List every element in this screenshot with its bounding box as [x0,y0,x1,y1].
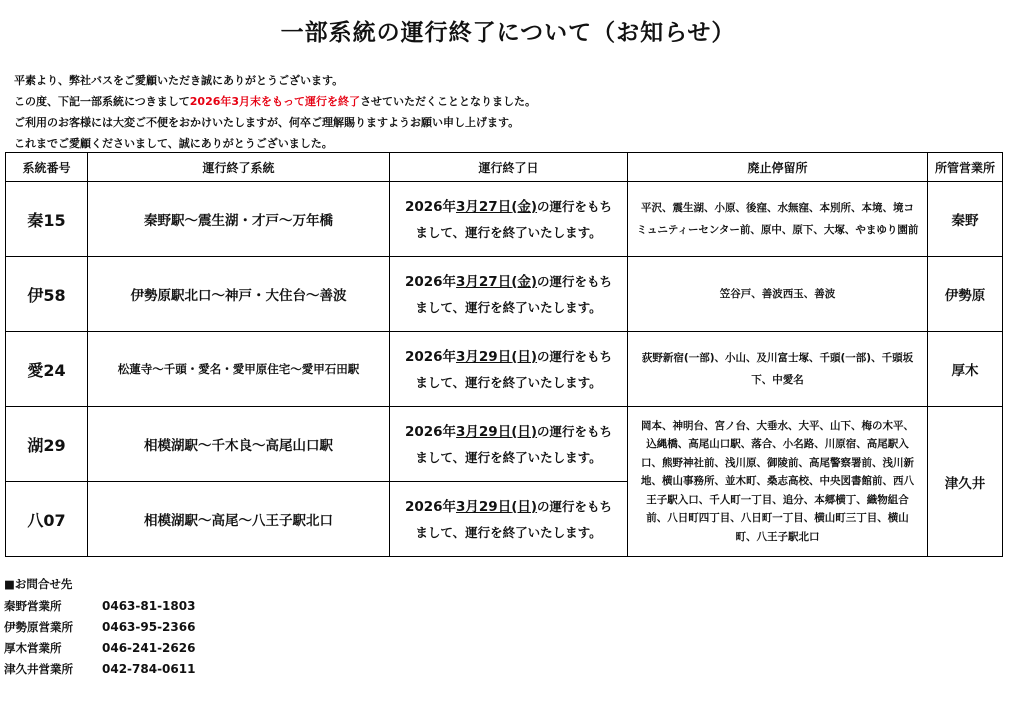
intro-line-2-highlight: 2026年3月末をもって運行を終了 [189,95,361,108]
intro-line-2-pre: この度、下記一部系統につきまして [14,95,190,108]
end-date-text: 2026年3月29日(日)の運行をもち まして、運行を終了いたします。 [390,332,628,407]
route-number: 愛24 [6,332,88,407]
contact-row [4,617,195,638]
table-row [6,407,1003,482]
route-number: 八07 [6,482,88,557]
table-row [6,332,1003,407]
end-date-text: 2026年3月29日(日)の運行をもち まして、運行を終了いたします。 [390,407,628,482]
abolished-stops: 荻野新宿(一部)、小山、及川富士塚、千頭(一部)、千頭坂下、中愛名 [628,332,928,407]
office-name-merged: 津久井 [928,407,1003,557]
contact-phone: 042-784-0611 [102,662,196,676]
header-end-date: 運行終了日 [390,153,628,182]
contact-office: 厚木営業所 [4,641,62,655]
table-header-row [6,153,1003,182]
contact-row [4,638,195,659]
header-office: 所管営業所 [928,153,1003,182]
contact-row [4,596,195,617]
office-name: 秦野 [928,182,1003,257]
end-date-text: 2026年3月29日(日)の運行をもち まして、運行を終了いたします。 [390,482,628,557]
contact-office: 津久井営業所 [4,662,73,676]
route-number: 伊58 [6,257,88,332]
contact-phone: 0463-95-2366 [102,620,196,634]
table-row [6,257,1003,332]
route-number: 秦15 [6,182,88,257]
route-name: 伊勢原駅北口～神戸・大住台～善波 [88,257,390,332]
route-number: 湖29 [6,407,88,482]
office-name: 伊勢原 [928,257,1003,332]
intro-text [14,70,536,154]
contact-row [4,659,195,680]
route-table [5,152,1003,557]
route-name: 松蓮寺～千頭・愛名・愛甲原住宅～愛甲石田駅 [88,332,390,407]
page-title: 一部系統の運行終了について（お知らせ） [280,20,736,46]
intro-line-2-post: させていただくこととなりました。 [360,95,537,108]
abolished-stops: 笠谷戸、善波西玉、善波 [628,257,928,332]
contact-office: 秦野営業所 [4,599,62,613]
header-route-number: 系統番号 [6,153,88,182]
intro-line-2 [14,91,536,112]
contact-header: ■お問合せ先 [4,577,73,591]
intro-line-1: 平素より、弊社バスをご愛顧いただき誠にありがとうございます。 [14,74,344,87]
abolished-stops: 平沢、震生湖、小原、後窪、水無窪、本別所、本境、境コミュニティーセンター前、原中、原下、大塚、やまゆり園前 [628,182,928,257]
contact-office: 伊勢原営業所 [4,620,73,634]
route-name: 相模湖駅～千木良～高尾山口駅 [88,407,390,482]
office-name: 厚木 [928,332,1003,407]
abolished-stops-merged: 岡本、神明台、宮ノ台、大垂水、大平、山下、梅の木平、込縄橋、高尾山口駅、落合、小名路、川原宿、高尾駅入口、熊野神社前、浅川原、御陵前、高尾警察署前、浅川新地、横山事務所、並木町、桑志高校、中央図書館前、西八王子駅入口、千人町一丁目、追分、本郷横丁、織物組合前、八日町四丁目、八日町一丁目、横山町三丁目、横山町、八王子駅北口 [628,407,928,557]
contact-section [4,574,195,680]
header-stops: 廃止停留所 [628,153,928,182]
route-name: 相模湖駅～高尾～八王子駅北口 [88,482,390,557]
contact-phone: 0463-81-1803 [102,599,196,613]
end-date-text: 2026年3月27日(金)の運行をもち まして、運行を終了いたします。 [390,257,628,332]
intro-line-3: ご利用のお客様には大変ご不便をおかけいたしますが、何卒ご理解賜りますようお願い申し上げます。 [14,116,520,129]
table-row [6,182,1003,257]
route-name: 秦野駅～震生湖・才戸～万年橋 [88,182,390,257]
header-route: 運行終了系統 [88,153,390,182]
end-date-text: 2026年3月27日(金)の運行をもち まして、運行を終了いたします。 [390,182,628,257]
intro-line-4: これまでご愛顧くださいまして、誠にありがとうございました。 [14,137,333,150]
contact-phone: 046-241-2626 [102,641,196,655]
